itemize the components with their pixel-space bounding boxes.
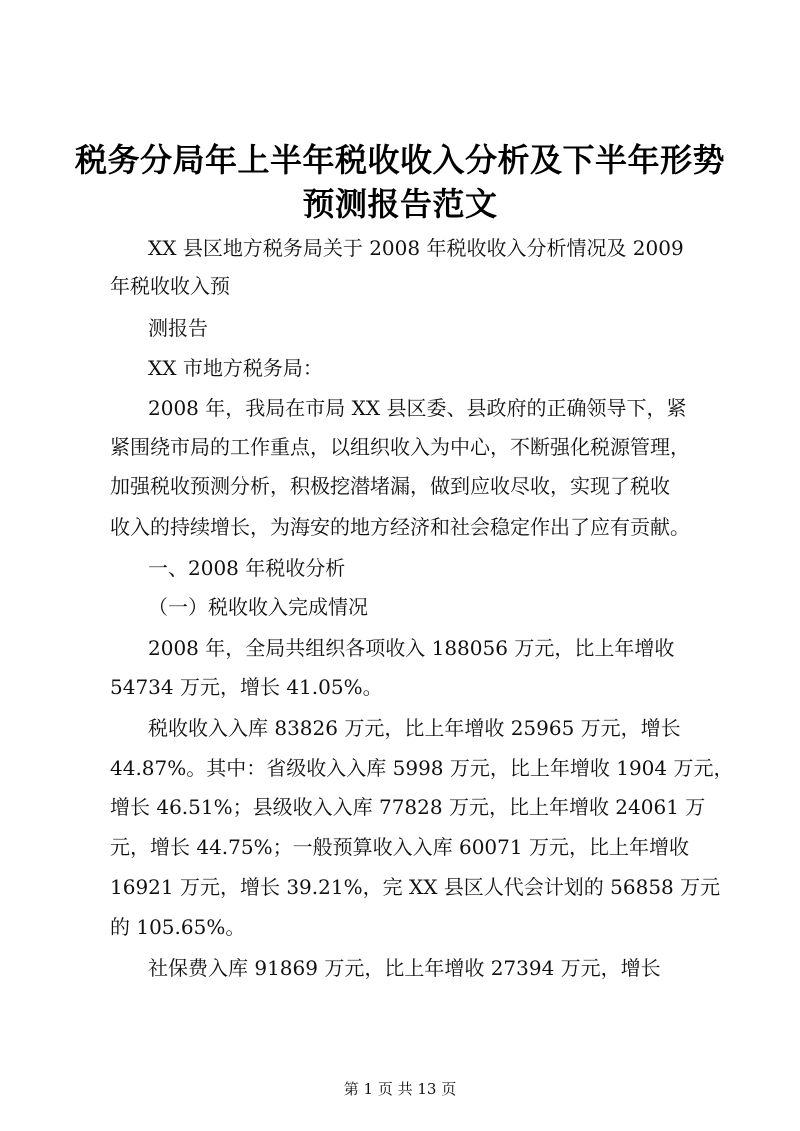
body-line-12: 44.87%。其中：省级收入入库 5998 万元，比上年增收 1904 万元， bbox=[110, 756, 734, 780]
document-title-line-1: 税务分局年上半年税收收入分析及下半年形势 bbox=[74, 141, 725, 179]
body-line-11: 税收收入入库 83826 万元，比上年增收 25965 万元，增长 bbox=[148, 716, 681, 740]
body-line-15: 16921 万元，增长 39.21%，完 XX 县区人代会计划的 56858 万元 bbox=[110, 875, 721, 899]
subsection-heading-1: （一）税收收入完成情况 bbox=[148, 595, 368, 619]
body-line-4: XX 市地方税务局： bbox=[148, 356, 323, 380]
body-line-16: 的 105.65%。 bbox=[110, 915, 246, 939]
body-line-3: 测报告 bbox=[148, 316, 208, 340]
body-line-7: 加强税收预测分析，积极挖潜堵漏，做到应收尽收，实现了税收 bbox=[110, 474, 670, 498]
body-line-8: 收入的持续增长，为海安的地方经济和社会稳定作出了应有贡献。 bbox=[110, 515, 690, 539]
section-heading-1: 一、2008 年税收分析 bbox=[148, 556, 346, 580]
body-line-9: 2008 年，全局共组织各项收入 188056 万元，比上年增收 bbox=[148, 636, 675, 660]
body-line-2: 年税收收入预 bbox=[110, 274, 230, 298]
body-line-1: XX 县区地方税务局关于 2008 年税收收入分析情况及 2009 bbox=[148, 236, 684, 260]
body-line-5: 2008 年，我局在市局 XX 县区委、县政府的正确领导下，紧 bbox=[148, 396, 687, 420]
body-line-17: 社保费入库 91869 万元，比上年增收 27394 万元，增长 bbox=[148, 956, 661, 980]
body-line-13: 增长 46.51%；县级收入入库 77828 万元，比上年增收 24061 万 bbox=[110, 795, 706, 819]
page-footer: 第 1 页 共 13 页 bbox=[343, 1080, 457, 1098]
document-title-line-2: 预测报告范文 bbox=[302, 185, 498, 223]
body-line-10: 54734 万元，增长 41.05%。 bbox=[110, 675, 383, 699]
body-line-6: 紧围绕市局的工作重点，以组织收入为中心，不断强化税源管理， bbox=[110, 435, 690, 459]
body-line-14: 元，增长 44.75%；一般预算收入入库 60071 万元，比上年增收 bbox=[110, 835, 689, 859]
